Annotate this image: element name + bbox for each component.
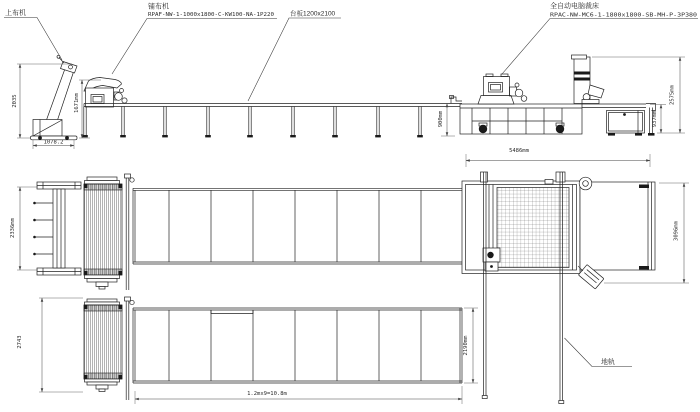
loader-crossbars (33, 202, 53, 256)
spreading-machine-side (84, 78, 127, 108)
computer-cutter-side (450, 55, 656, 136)
ground-rail-callout (565, 338, 633, 367)
dim-loader-base (33, 140, 74, 150)
dim-spreader-width (17, 298, 83, 392)
dim-loader-width-text: 2336mm (10, 218, 16, 238)
dim-spreader-width-text: 2743 (17, 335, 23, 349)
spreader-callout (112, 2, 277, 75)
dim-spreader-height-text: 1671mm (74, 93, 80, 113)
dim-table-height-text: 900mm (438, 110, 444, 128)
table-label: 台板1200x2100 (290, 10, 336, 18)
dim-loader-base-text: 1078.2 (43, 139, 64, 146)
cloth-loader-plan (33, 182, 81, 275)
cutter-model-label: RPAC-NW-MC6-1-1800x1800-SB-MH-P-3P380 (550, 12, 697, 19)
spreader-name-label: 铺布机 (148, 3, 169, 11)
ground-rail-label: 地轨 (601, 359, 615, 366)
dim-cutter-table-height-text: 937mm (652, 110, 658, 128)
cutting-table-plan-2 (133, 308, 462, 383)
cutting-table-plan (133, 188, 462, 264)
dim-cutter-width-text: 3096mm (673, 221, 680, 241)
loader-callout (4, 8, 62, 60)
side-elevation-view (12, 55, 685, 167)
dim-table-length (135, 386, 462, 404)
cutter-bristle-bed (497, 188, 569, 268)
plan-view (10, 172, 689, 290)
spreading-machine-plan-2 (84, 297, 134, 400)
spreader-model-label: RPAF-NW-1-1000x1800-C-KW100-NA-1P220 (148, 12, 274, 18)
cutter-callout (502, 1, 698, 74)
cutting-table-side (82, 104, 462, 138)
dim-cutter-length-text: 5486mm (509, 148, 529, 154)
table-legs (82, 107, 423, 138)
dim-cutter-length (466, 148, 650, 167)
cloth-loader-side (31, 55, 78, 140)
dim-table-length-text: 1.2mx9=10.8m (247, 391, 287, 397)
spreading-machine-plan (84, 174, 134, 290)
dim-table-width (463, 308, 478, 383)
dim-loader-height-text: 2035 (12, 94, 18, 108)
computer-cutter-plan (462, 172, 655, 289)
dim-table-width-text: 2190mm (463, 335, 469, 356)
dim-table-height (438, 104, 455, 137)
dim-loader-width (10, 187, 38, 270)
cutter-name-label: 全自动电脑裁床 (550, 3, 599, 10)
loader-label: 上布机 (5, 10, 26, 17)
table-callout (248, 9, 341, 102)
dim-cutter-overall-height-text: 2575mm (669, 85, 676, 105)
